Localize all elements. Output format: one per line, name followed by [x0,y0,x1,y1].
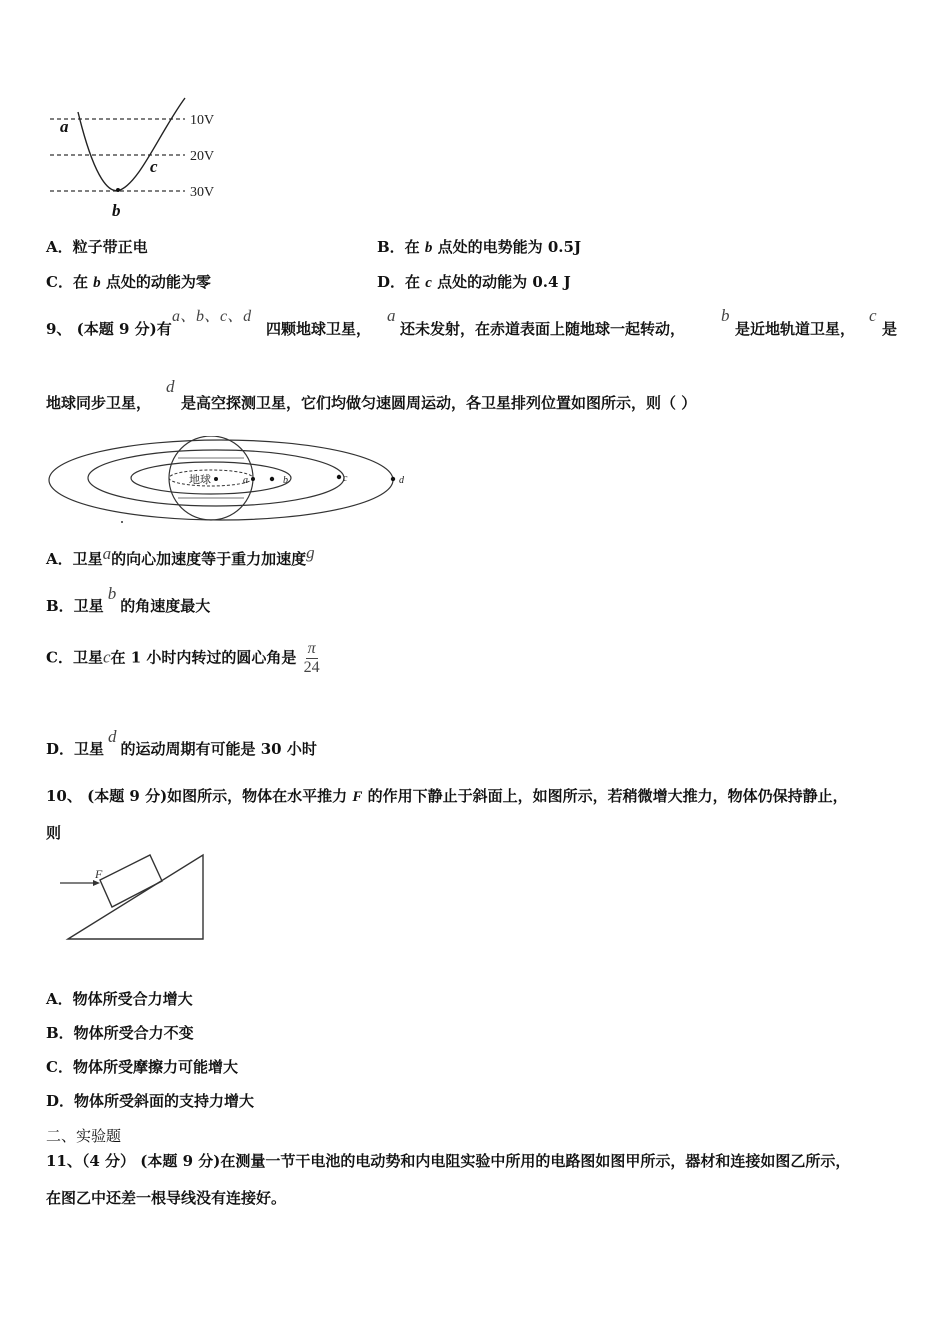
q9-option-b-var: b [107,584,117,603]
label-10v: 10V [190,113,215,128]
satellite-a [251,477,255,481]
equipotential-figure [40,92,240,222]
q10-stem-var-f: F [352,789,363,805]
fig-label-d: d [399,475,404,486]
q10-stem-line2: 则 [46,824,62,842]
label-b: b [112,201,121,220]
q8-option-d-post: 点处的动能为 0.4 J [431,273,571,291]
q8-option-d-pre: D．在 [377,273,426,291]
q9-text-6: 是高空探测卫星，它们均做匀速圆周运动，各卫星排列位置如图所示，则（ ） [181,394,697,412]
q9-option-b [46,584,211,616]
fig-label-b: b [283,475,288,486]
q9-var-b: b [721,306,730,325]
q9-option-d-post: 的运动周期有可能是 30 小时 [120,740,317,758]
q9-option-c-var: c [102,647,111,667]
q9-option-a-var: a [102,544,112,563]
q8-option-c-post: 点处的动能为零 [100,273,211,291]
q9-option-a-g: g [306,543,315,562]
q9-option-c-post: 在 1 小时内转过的圆心角是 [110,648,297,667]
point-b-dot [116,188,120,192]
q9-option-c-fraction [302,640,322,677]
q9-option-c-den: 24 [303,659,320,676]
q9-text-4: 是 [882,320,898,338]
incline-figure [56,852,211,944]
q8-option-d [377,271,571,292]
q10-option-d: D．物体所受斜面的支持力增大 [46,1092,255,1110]
q9-option-c-pre: C．卫星 [46,648,103,667]
label-a: a [60,117,69,136]
q9-option-b-post: 的角速度最大 [120,597,211,615]
earth-label: 地球 [189,474,211,486]
q9-var-c: c [869,306,877,325]
q9-var-d: d [166,377,175,396]
fig-label-a: a [243,475,248,486]
q10-option-b: B．物体所受合力不变 [46,1024,194,1042]
q8-option-c-var: b [93,275,101,291]
label-20v: 20V [190,149,215,164]
q9-vars-abcd: a、b、c、d [172,308,252,325]
q9-number: 9、 (本题 9 分)有 [46,320,172,338]
q9-var-a: a [387,306,396,325]
fig-label-c: c [343,473,348,484]
orbit-d [49,440,393,520]
q10-option-a: A．物体所受合力增大 [46,990,193,1008]
q8-option-c [46,271,211,292]
satellite-b [270,477,274,481]
q9-option-a [46,543,315,569]
q9-option-d [46,727,317,759]
q8-option-c-pre: C．在 [46,273,94,291]
q8-option-b [377,236,581,257]
q10-option-c: C．物体所受摩擦力可能增大 [46,1058,238,1076]
orbit-figure [46,436,416,532]
q9-option-d-pre: D．卫星 [46,740,105,758]
stray-dot [121,521,123,523]
q9-option-a-post: 的向心加速度等于重力加速度 [111,550,307,568]
q9-text-3: 是近地轨道卫星， [735,320,856,338]
particle-trajectory [78,98,185,191]
q10-stem-line1 [46,785,848,806]
q8-option-a [46,236,148,257]
q8-option-d-var: c [425,275,432,291]
q8-option-b-pre: B．在 [377,238,425,256]
earth-circle [169,436,253,520]
q9-option-d-var: d [108,727,117,746]
incline-triangle [68,855,203,939]
q9-text-2: 还未发射，在赤道表面上随地球一起转动， [400,320,686,338]
q9-text-1: 四颗地球卫星， [266,320,372,338]
force-label: F [95,867,103,881]
q9-option-c-num: π [307,640,316,657]
satellite-d [391,477,395,481]
q9-option-a-pre: A．卫星 [46,550,103,568]
q9-option-c [46,640,322,677]
q8-option-b-post: 点处的电势能为 0.5J [432,238,582,256]
q10-stem-post: 的作用下静止于斜面上，如图所示，若稍微增大推力，物体仍保持静止， [362,787,848,805]
earth-center [214,477,218,481]
q8-option-b-var: b [424,240,433,256]
earth-equator [169,470,253,486]
label-c: c [150,157,158,176]
q9-option-b-pre: B．卫星 [46,597,104,615]
q10-stem-pre: 10、 (本题 9 分)如图所示，物体在水平推力 [46,787,353,805]
satellite-c [337,475,341,479]
q11-line2: 在图乙中还差一根导线没有连接好。 [46,1189,287,1207]
q9-text-5: 地球同步卫星， [46,394,152,412]
section-heading: 二、实验题 [46,1127,122,1145]
q8-option-a-text: A．粒子带正电 [46,238,148,256]
orbit-b [131,462,291,494]
label-30v: 30V [190,185,215,200]
q11-line1: 11、（4 分） (本题 9 分)在测量一节干电池的电动势和内电阻实验中所用的电路图如图甲所示，器材和连接如图乙所示， [46,1152,851,1170]
